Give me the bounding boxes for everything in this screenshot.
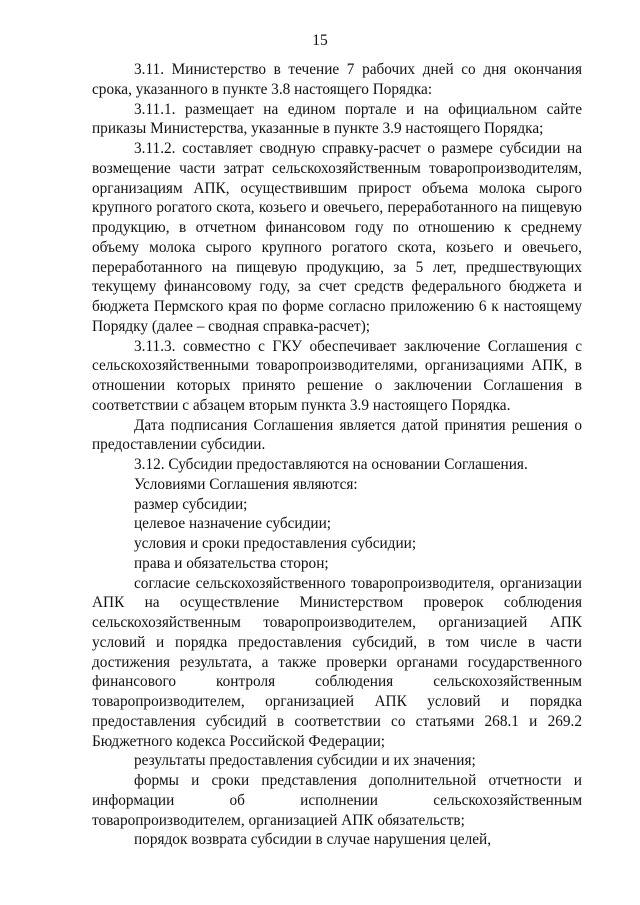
list-item-consent: согласие сельскохозяйственного товаропроизводителя, организации АПК на осуществление Министерством проверок соблюдения сельскохозяйственным товаропроизводителем, организацией АПК условий и порядка предоставления субсидий, в том числе в части достижения результата, а также проверки органами государственного финансового контроля соблюдения сельскохозяйственным товаропроизводителем, организацией АПК условий и порядка предоставления субсидий в соответствии со статьями 268.1 и 269.2 Бюджетного кодекса Российской Федерации; — [92, 574, 582, 750]
list-item-terms: условия и сроки предоставления субсидии; — [134, 535, 417, 552]
paragraph-3-11-2: 3.11.2. составляет сводную справку-расчет о размере субсидии на возмещение части затрат сельскохозяйственным товаропроизводителям, организациям АПК, осуществившим прирост объема молока сырого крупного рогатого скота, козьего и овечьего, переработанного на пищевую продукцию, в отчетном финансовом году по отношению к среднему объему молока сырого крупного рогатого скота, козьего и овечьего, переработанного на пищевую продукцию, за 5 лет, предшествующих текущему финансовому году, за счет средств федерального бюджета и бюджета Пермского края по форме согласно приложению 6 к настоящему Порядку (далее – сводная справка-расчет); — [92, 140, 582, 335]
list-item-reporting: формы и сроки представления дополнительной отчетности и информации об исполнении сельскохозяйственным товаропроизводителем, организацией АПК обязательств; — [92, 772, 582, 829]
paragraph-3-11: 3.11. Министерство в течение 7 рабочих дней со дня окончания срока, указанного в пункте 3.8 настоящего Порядка: — [92, 61, 582, 98]
page-number: 15 — [312, 32, 328, 49]
list-item-results: результаты предоставления субсидии и их значения; — [134, 752, 476, 770]
list-item-rights: права и обязательства сторон; — [134, 554, 329, 572]
paragraph-3-12: 3.12. Субсидии предоставляются на основании Соглашения. — [134, 456, 528, 473]
list-item-subsidy-amount: размер субсидии; — [134, 495, 248, 513]
document-body — [92, 60, 582, 850]
paragraph-3-11-3: 3.11.3. совместно с ГКУ обеспечивает заключение Соглашения с сельскохозяйственными товаропроизводителями, организациями АПК, в отношении которых принято решение о заключении Соглашения в соответствии с абзацем вторым пункта 3.9 настоящего Порядка. — [92, 337, 582, 414]
list-item-refund: порядок возврата субсидии в случае нарушения целей, — [134, 831, 492, 849]
paragraph-agreement-conditions: Условиями Соглашения являются: — [134, 475, 358, 493]
list-item-purpose: целевое назначение субсидии; — [134, 515, 332, 533]
paragraph-signing-date: Дата подписания Соглашения является датой принятия решения о предоставлении субсидии. — [92, 416, 582, 454]
paragraph-3-11-1: 3.11.1. размещает на едином портале и на официальном сайте приказы Министерства, указанные в пункте 3.9 настоящего Порядка; — [92, 100, 582, 138]
